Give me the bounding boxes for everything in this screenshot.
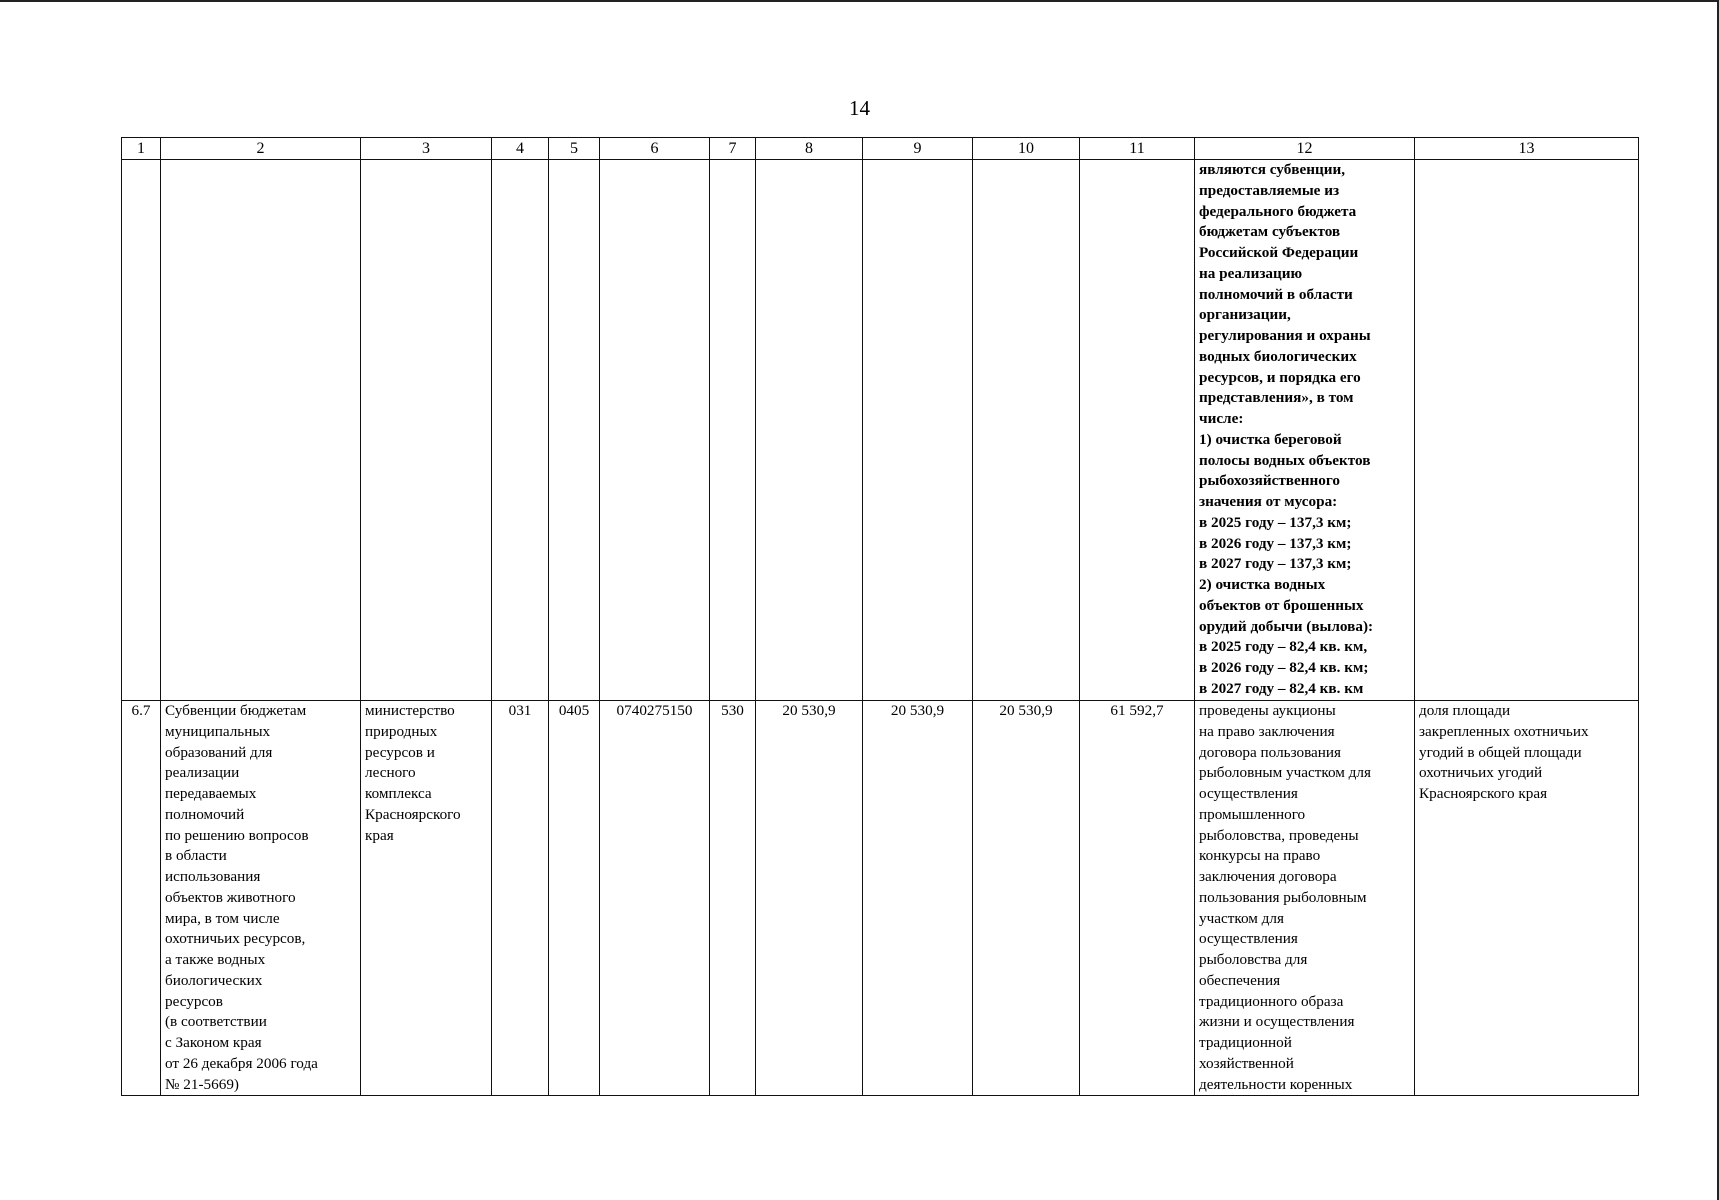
column-number: 13 bbox=[1415, 138, 1639, 160]
table-cell bbox=[1080, 160, 1195, 701]
table-cell bbox=[1415, 160, 1639, 701]
table-cell bbox=[600, 160, 710, 701]
column-number: 11 bbox=[1080, 138, 1195, 160]
table-cell bbox=[492, 160, 549, 701]
amount-col9: 20 530,9 bbox=[863, 701, 973, 1096]
result-description-continued: являются субвенции, предоставляемые из федерального бюджета бюджетам субъектов Российской Федерации на реализацию полномочий в области организации, регулирования и охраны водных биологических ресурсов, и порядка его представления», в том числе: 1) очистка береговой полосы водных объектов рыбохозяйственного значения от мусора: в 2025 году – 137,3 км; в 2026 году – 137,3 км; в 2027 году – 137,3 км; 2) очистка водных объектов от брошенных орудий добычи (вылова): в 2025 году – 82,4 кв. км, в 2026 году – 82,4 кв. км; в 2027 году – 82,4 кв. км bbox=[1195, 160, 1415, 701]
column-number: 7 bbox=[710, 138, 756, 160]
column-number-row bbox=[122, 138, 1639, 160]
table-cell bbox=[973, 160, 1080, 701]
column-number: 2 bbox=[161, 138, 361, 160]
code-rzpr: 0405 bbox=[549, 701, 600, 1096]
column-number: 9 bbox=[863, 138, 973, 160]
column-number: 1 bbox=[122, 138, 161, 160]
budget-table bbox=[121, 137, 1639, 1096]
measure-name: Субвенции бюджетам муниципальных образований для реализации передаваемых полномочий по решению вопросов в области использования объектов животного мира, в том числе охотничьих ресурсов, а также водных биологических ресурсов (в соответствии с Законом края от 26 декабря 2006 года № 21-5669) bbox=[161, 701, 361, 1096]
column-number: 5 bbox=[549, 138, 600, 160]
code-csr: 0740275150 bbox=[600, 701, 710, 1096]
column-number: 8 bbox=[756, 138, 863, 160]
column-number: 3 bbox=[361, 138, 492, 160]
table-row-continuation bbox=[122, 160, 1639, 701]
amount-col8: 20 530,9 bbox=[756, 701, 863, 1096]
table-cell bbox=[549, 160, 600, 701]
table-cell bbox=[361, 160, 492, 701]
column-number: 6 bbox=[600, 138, 710, 160]
executor-name: министерство природных ресурсов и лесного комплекса Красноярского края bbox=[361, 701, 492, 1096]
table-cell bbox=[863, 160, 973, 701]
amount-col10: 20 530,9 bbox=[973, 701, 1080, 1096]
amount-total: 61 592,7 bbox=[1080, 701, 1195, 1096]
row-number: 6.7 bbox=[122, 701, 161, 1096]
page-number: 14 bbox=[849, 96, 870, 120]
column-number: 12 bbox=[1195, 138, 1415, 160]
code-vr: 530 bbox=[710, 701, 756, 1096]
column-number: 4 bbox=[492, 138, 549, 160]
column-number: 10 bbox=[973, 138, 1080, 160]
scan-edge-top bbox=[0, 0, 1719, 2]
result-description: проведены аукционы на право заключения договора пользования рыболовным участком для осуществления промышленного рыболовства, проведены конкурсы на право заключения договора пользования рыболовным участком для осуществления рыболовства для обеспечения традиционного образа жизни и осуществления традиционной хозяйственной деятельности коренных bbox=[1195, 701, 1415, 1096]
table-cell bbox=[122, 160, 161, 701]
table-cell bbox=[756, 160, 863, 701]
table-row-6-7 bbox=[122, 701, 1639, 1096]
table-cell bbox=[710, 160, 756, 701]
indicator-description: доля площади закрепленных охотничьих угодий в общей площади охотничьих угодий Красноярского края bbox=[1415, 701, 1639, 1096]
code-grbs: 031 bbox=[492, 701, 549, 1096]
table-cell bbox=[161, 160, 361, 701]
